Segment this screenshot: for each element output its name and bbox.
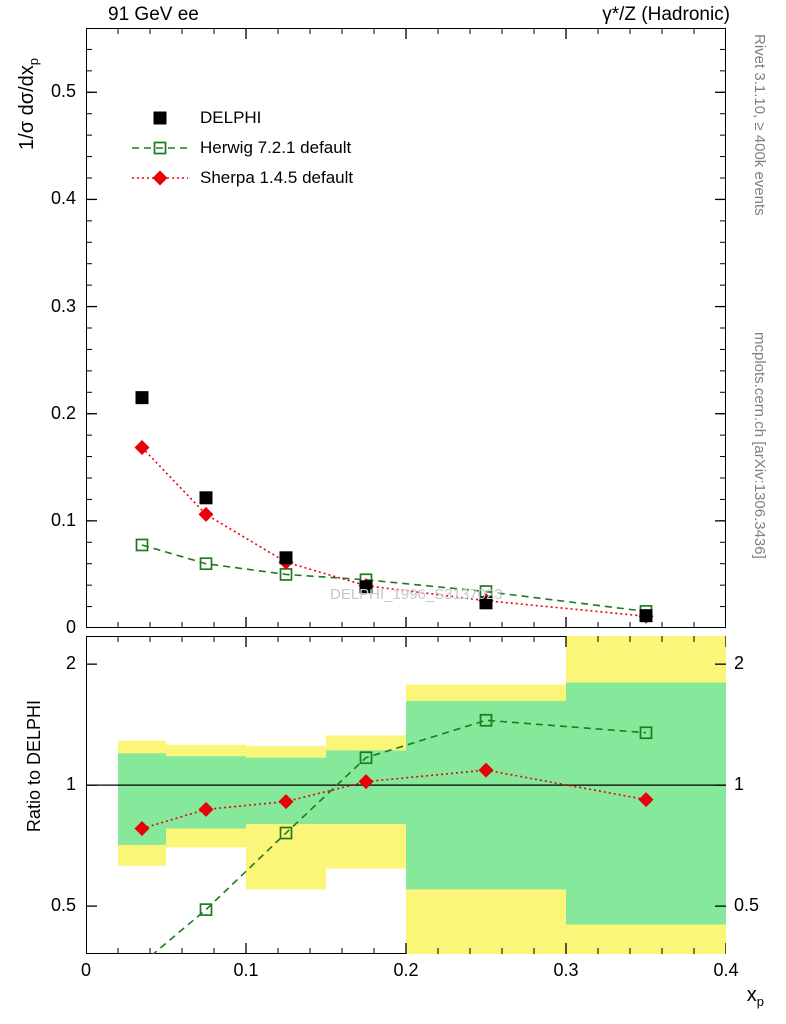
y-axis-label-ratio: Ratio to DELPHI <box>24 700 44 833</box>
ratio-y-tick-label-left: 2 <box>65 653 76 674</box>
legend-label: Herwig 7.2.1 default <box>200 138 352 157</box>
legend-item <box>128 104 428 134</box>
y-axis-label-main: 1/σ $d\sigma/dx_p$ <box>16 58 41 150</box>
y-tick-label: 0 <box>65 617 76 637</box>
y-tick-label: 0.1 <box>50 509 76 530</box>
x-axis-label: $x_p$ <box>746 984 764 1009</box>
legend-label: DELPHI <box>200 108 262 127</box>
header-right-label: γ*/Z (Hadronic) <box>602 4 730 25</box>
legend-item <box>128 134 428 164</box>
y-tick-label: 0.4 <box>50 188 76 209</box>
legend-marker-open-square-dashed <box>128 134 192 162</box>
legend-marker-filled-square <box>128 104 192 132</box>
x-tick-label: 0.1 <box>233 960 259 980</box>
ratio-y-tick-label-left: 0.5 <box>50 895 76 916</box>
y-tick-label: 0.3 <box>50 295 76 316</box>
ratio-plot-canvas <box>86 636 726 954</box>
side-annotation-rivet: Rivet 3.1.10, ≥ 400k events <box>751 34 768 216</box>
ratio-y-tick-label-right: 0.5 <box>734 895 760 916</box>
legend-label: Sherpa 1.4.5 default <box>200 168 354 187</box>
x-tick-label: 0.3 <box>553 960 579 980</box>
legend-marker-filled-diamond-dotted <box>128 164 192 192</box>
x-tick-label: 0.2 <box>393 960 419 980</box>
y-tick-label: 0.2 <box>50 402 76 423</box>
side-annotation-mcplots: mcplots.cern.ch [arXiv:1306.3436] <box>751 332 768 559</box>
header-left-label: 91 GeV ee <box>108 4 199 25</box>
legend-item <box>128 164 428 194</box>
watermark-label: DELPHI_1996_S3137023 <box>330 586 503 603</box>
ratio-y-tick-label-left: 1 <box>65 774 76 795</box>
ratio-y-tick-label-right: 2 <box>734 653 745 674</box>
ratio-y-tick-label-right: 1 <box>734 774 745 795</box>
legend <box>128 104 428 194</box>
x-tick-label: 0 <box>80 960 91 980</box>
x-tick-label: 0.4 <box>713 960 739 980</box>
y-tick-label: 0.5 <box>50 81 76 102</box>
